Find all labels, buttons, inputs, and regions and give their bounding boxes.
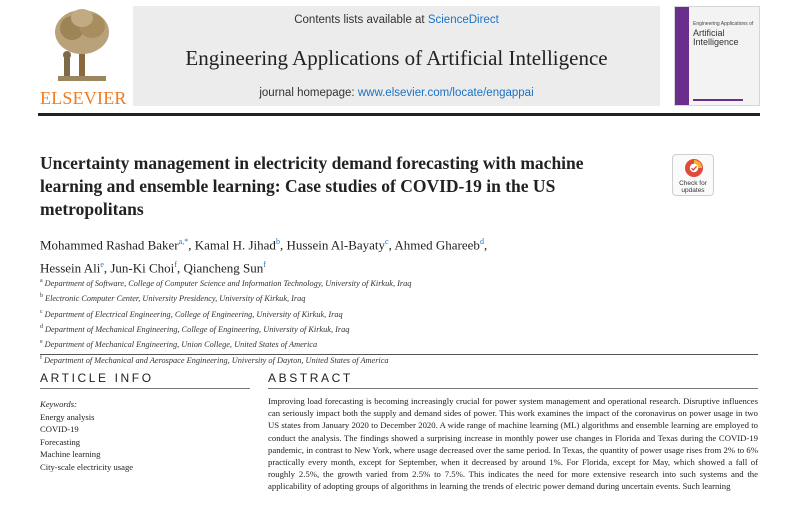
cover-accent-line	[693, 99, 743, 101]
author-name[interactable]: Qiancheng Sun	[183, 260, 264, 276]
keyword-item: Energy analysis	[40, 411, 95, 422]
affiliation-text: Department of Mechanical Engineering, Union College, United States of America	[44, 340, 318, 350]
keyword-item: City-scale electricity usage	[40, 461, 134, 472]
affiliation-item	[40, 306, 660, 321]
author-name[interactable]: Jun-Ki Choi	[110, 260, 175, 276]
abstract-heading: ABSTRACT	[268, 371, 353, 385]
affiliation-marker: f	[40, 354, 42, 361]
homepage-prefix: journal homepage:	[259, 87, 358, 99]
abstract-rule	[268, 388, 758, 389]
keyword-item: COVID-19	[40, 424, 79, 435]
cover-strip	[675, 7, 689, 105]
cover-title-line-2: Intelligence	[693, 37, 739, 47]
contents-line	[133, 14, 660, 26]
author-separator: ,	[103, 260, 111, 276]
check-updates-label	[673, 180, 713, 194]
journal-title[interactable]: Engineering Applications of Artificial Intelligence	[185, 46, 608, 70]
affiliation-text: Department of Software, College of Computer Science and Information Technology, University of Kirkuk, Iraq	[44, 278, 412, 288]
author-separator: ,	[188, 237, 195, 253]
author-name[interactable]: Hussein Al-Bayaty	[286, 237, 386, 253]
keywords-block	[40, 398, 250, 474]
affiliation-marker: e	[40, 339, 43, 346]
homepage-line	[133, 87, 660, 99]
author-affiliation-ref[interactable]: d	[479, 237, 484, 246]
journal-cover-thumbnail[interactable]	[674, 6, 760, 106]
author-affiliation-ref[interactable]: a,*	[178, 237, 189, 246]
author-separator: ,	[483, 237, 488, 253]
elsevier-tree-icon	[50, 6, 114, 84]
affiliation-item	[40, 290, 660, 305]
article-info-heading: ARTICLE INFO	[40, 371, 154, 385]
check-updates-icon	[684, 158, 704, 178]
sciencedirect-link[interactable]: ScienceDirect	[427, 14, 499, 26]
elsevier-logo[interactable]	[38, 6, 126, 110]
author-affiliation-ref[interactable]: f	[174, 260, 177, 270]
journal-header	[38, 0, 760, 112]
contents-prefix: Contents lists available at	[294, 14, 428, 26]
check-updates-line-2: updates	[681, 187, 705, 194]
affiliation-marker: d	[40, 324, 43, 331]
journal-banner	[133, 6, 660, 106]
author-separator: ,	[279, 237, 287, 253]
affiliation-item	[40, 336, 660, 351]
keyword-item: Forecasting	[40, 436, 81, 447]
affiliation-text: Department of Mechanical and Aerospace Engineering, University of Dayton, United States of America	[44, 355, 389, 365]
author-name[interactable]: Ahmed Ghareeb	[394, 237, 480, 253]
author-separator: ,	[176, 260, 184, 276]
affiliation-marker: b	[40, 293, 43, 300]
article-info-rule	[40, 388, 250, 389]
author-name[interactable]: Hessein Ali	[40, 260, 101, 276]
author-affiliation-ref[interactable]: e	[100, 260, 104, 270]
cover-title-line-1: Artificial	[693, 28, 725, 38]
header-divider	[38, 113, 760, 116]
journal-homepage-link[interactable]: www.elsevier.com/locate/engappai	[357, 87, 534, 99]
keyword-item: Machine learning	[40, 449, 101, 460]
check-for-updates-button[interactable]	[672, 154, 714, 196]
author-separator: ,	[388, 237, 395, 253]
author-affiliation-ref[interactable]: c	[385, 237, 389, 246]
keywords-label: Keywords:	[40, 399, 77, 409]
abstract-text: Improving load forecasting is becoming increasingly crucial for power system management and operational research. Disruptive influences can seriously impact both the supply and demand sides of power. This work examines the impact of the coronavirus on power usage in two US states from January 2020 to December 2020. A wide range of machine learning (ML) algorithms and ensemble learning are employed to conduct the analysis. The findings showed a surprising increase in monthly power use changes in Florida and Texas during the COVID-19 pandemic, in contrast to New York, where usage decreased over the same period. In Texas, the quantity of power usage rises from 2% to 6% practically every month, except for September, when it decreased by around 1%. For Florida, except for May, which showed a fall of roughly 2.5%, the growth varied from 2.5% to 7.5%. This indicates the need for more extensive research into such systems and the applicability of adopting groups of algorithms in learning the trends of electric power demand during uncertain events. Such learning	[268, 396, 758, 492]
paper-title: Uncertainty management in electricity demand forecasting with machine learning and ensemble learning: Case studies of COVID-19 in the US metropolitans	[40, 153, 584, 219]
author-affiliation-ref[interactable]: b	[275, 237, 280, 246]
cover-subtitle: Engineering Applications of	[693, 21, 754, 27]
affiliation-text: Department of Electrical Engineering, College of Engineering, University of Kirkuk, Iraq	[44, 309, 343, 319]
affiliation-text: Electronic Computer Center, University Presidency, University of Kirkuk, Iraq	[45, 294, 306, 304]
affiliation-marker: c	[40, 308, 43, 315]
check-updates-line-1: Check for	[679, 180, 707, 187]
author-name[interactable]: Mohammed Rashad Baker	[40, 237, 179, 253]
author-name[interactable]: Kamal H. Jihad	[194, 237, 276, 253]
affiliation-item	[40, 321, 660, 336]
affiliation-text: Department of Mechanical Engineering, College of Engineering, University of Kirkuk, Iraq	[45, 324, 350, 334]
author-list	[40, 232, 660, 279]
author-affiliation-ref[interactable]: f	[263, 260, 266, 270]
section-divider	[40, 354, 758, 355]
cover-title	[693, 29, 739, 47]
affiliation-marker: a	[40, 278, 43, 284]
elsevier-wordmark: ELSEVIER	[40, 88, 127, 108]
affiliation-item	[40, 275, 660, 290]
